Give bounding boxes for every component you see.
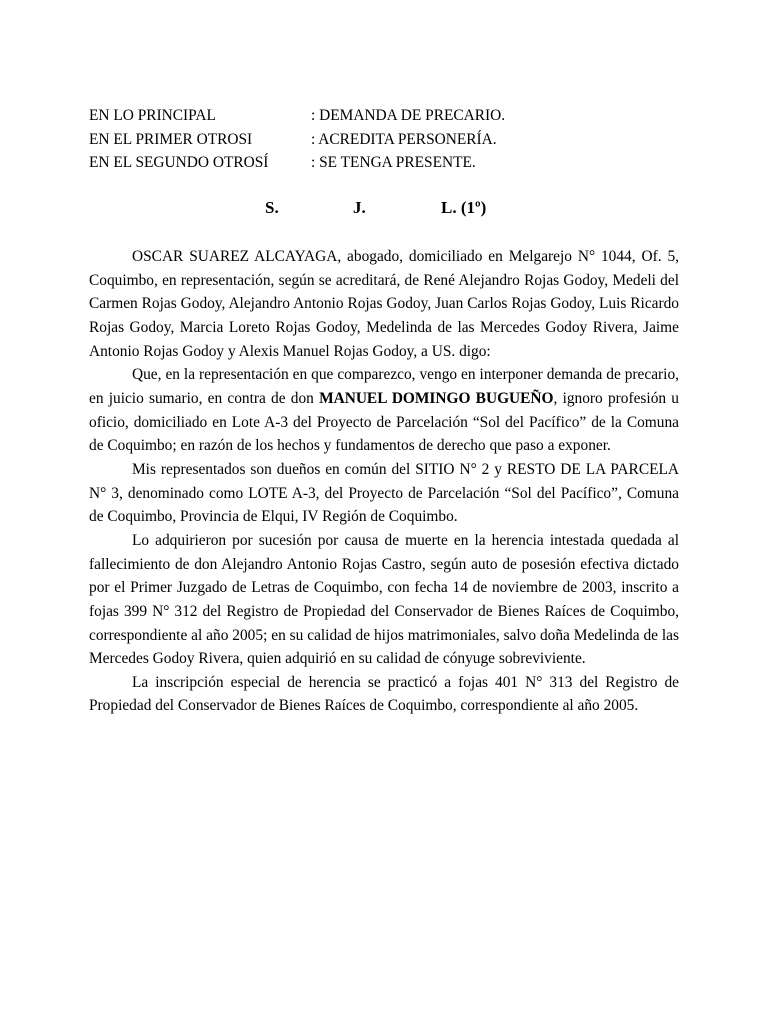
court-j: J.: [353, 198, 366, 217]
header-row-segundo-otrosi: [89, 151, 505, 175]
header-label: EN LO PRINCIPAL: [89, 107, 216, 124]
paragraph-text: Que, en la representación en que comparezco, vengo en interponer demanda de precario, en juicio sumario, en contra de don: [89, 366, 679, 407]
paragraph-acquisition: Lo adquirieron por sucesión por causa de muerte en la herencia intestada quedada al fallecimiento de don Alejandro Antonio Rojas Castro, según auto de posesión efectiva dictado por el Primer Juzgado de Letras de Coquimbo, con fecha 14 de noviembre de 2003, inscrito a fojas 399 N° 312 del Registro de Propiedad del Conservador de Bienes Raíces de Coquimbo, correspondiente al año 2005; en su calidad de hijos matrimoniales, salvo doña Medelinda de las Mercedes Godoy Rivera, quien adquirió en su calidad de cónyuge sobreviviente.: [89, 531, 679, 668]
header-summary: [89, 104, 505, 175]
header-label: EN EL SEGUNDO OTROSÍ: [89, 154, 269, 171]
header-value: : ACREDITA PERSONERÍA.: [311, 130, 497, 148]
paragraph-appearance: OSCAR SUAREZ ALCAYAGA, abogado, domiciliado en Melgarejo N° 1044, Of. 5, Coquimbo, en representación, según se acreditará, de René Alejandro Rojas Godoy, Medeli del Carmen Rojas Godoy, Alejandro Antonio Rojas Godoy, Juan Carlos Rojas Godoy, Luis Ricardo Rojas Godoy, Marcia Loreto Rojas Godoy, Medelinda de las Mercedes Godoy Rivera, Jaime Antonio Rojas Godoy y Alexis Manuel Rojas Godoy, a US. digo:: [89, 248, 679, 360]
header-value: : DEMANDA DE PRECARIO.: [311, 107, 506, 124]
paragraph-demand: [89, 363, 679, 458]
header-row-principal: [89, 104, 505, 128]
paragraph-text: , ignoro profesión u oficio, domiciliado en Lote A-3 del Proyecto de Parcelación “Sol del Pacífico” de la Comuna de Coquimbo; en razón de los hechos y fundamentos de derecho que paso a exponer.: [89, 389, 679, 455]
header-row-primer-otrosi: [89, 128, 505, 152]
paragraph-inscription: La inscripción especial de herencia se practicó a fojas 401 N° 313 del Registro de Propiedad del Conservador de Bienes Raíces de Coquimbo, correspondiente al año 2005.: [89, 673, 679, 715]
header-value: : SE TENGA PRESENTE.: [311, 154, 476, 171]
defendant-name: MANUEL DOMINGO BUGUEÑO: [319, 389, 554, 407]
header-label: EN EL PRIMER OTROSI: [89, 130, 253, 148]
court-s: S.: [265, 198, 279, 217]
paragraph-ownership: Mis representados son dueños en común del SITIO N° 2 y RESTO DE LA PARCELA N° 3, denominado como LOTE A-3, del Proyecto de Parcelación “Sol del Pacífico”, Comuna de Coquimbo, Provincia de Elqui, IV Región de Coquimbo.: [89, 460, 679, 526]
document-body: [89, 245, 679, 718]
court-l: L. (1º): [441, 198, 487, 217]
